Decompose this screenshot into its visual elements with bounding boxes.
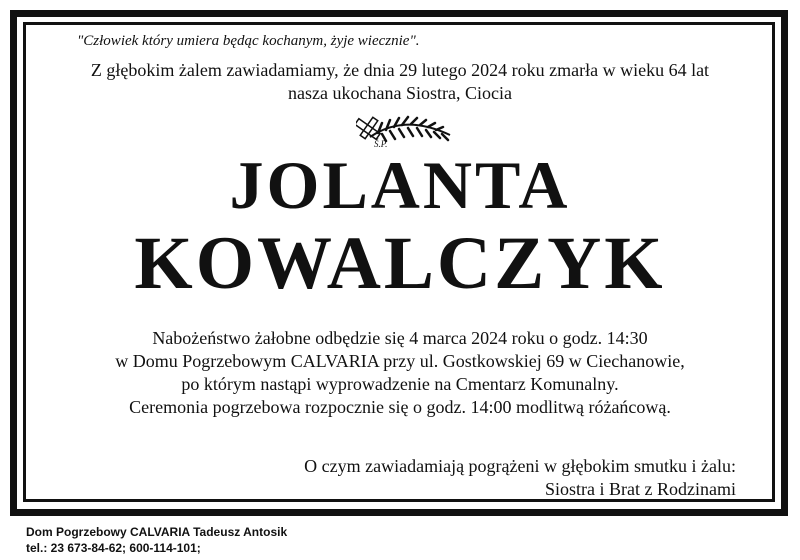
closing-line: O czym zawiadamiają pogrążeni w głębokim smutku i żalu: <box>304 456 736 476</box>
funeral-home-footer <box>26 524 287 556</box>
funeral-home-phone: tel.: 23 673-84-62; 600-114-101; <box>26 541 201 555</box>
closing-signature: Siostra i Brat z Rodzinami <box>545 479 736 499</box>
intro-line: Z głębokim żalem zawiadamiamy, że dnia 29 lutego 2024 roku zmarła w wieku 64 lat <box>90 60 710 80</box>
ceremony-line: Ceremonia pogrzebowa rozpocznie się o godz. 14:00 modlitwą różańcową. <box>129 397 671 417</box>
emblem-abbreviation: Ś.P. <box>374 139 388 149</box>
ceremony-line: w Domu Pogrzebowym CALVARIA przy ul. Gostkowskiej 69 w Ciechanowie, <box>115 351 685 371</box>
intro-text <box>40 59 760 105</box>
closing-text <box>304 455 736 501</box>
cross-with-palm-branch-icon <box>356 113 454 151</box>
funeral-home-name: Dom Pogrzebowy CALVARIA Tadeusz Antosik <box>26 525 288 539</box>
ceremony-line: Nabożeństwo żałobne odbędzie się 4 marca 2024 roku o godz. 14:30 <box>152 328 648 348</box>
motto-quote: "Człowiek który umiera będąc kochanym, żyje wiecznie". <box>77 33 420 49</box>
deceased-last-name: KOWALCZYK <box>134 222 666 305</box>
intro-line: nasza ukochana Siostra, Ciocia <box>288 83 512 103</box>
deceased-first-name: JOLANTA <box>229 147 571 223</box>
ceremony-details <box>40 327 760 419</box>
ceremony-line: po którym nastąpi wyprowadzenie na Cmentarz Komunalny. <box>181 374 619 394</box>
